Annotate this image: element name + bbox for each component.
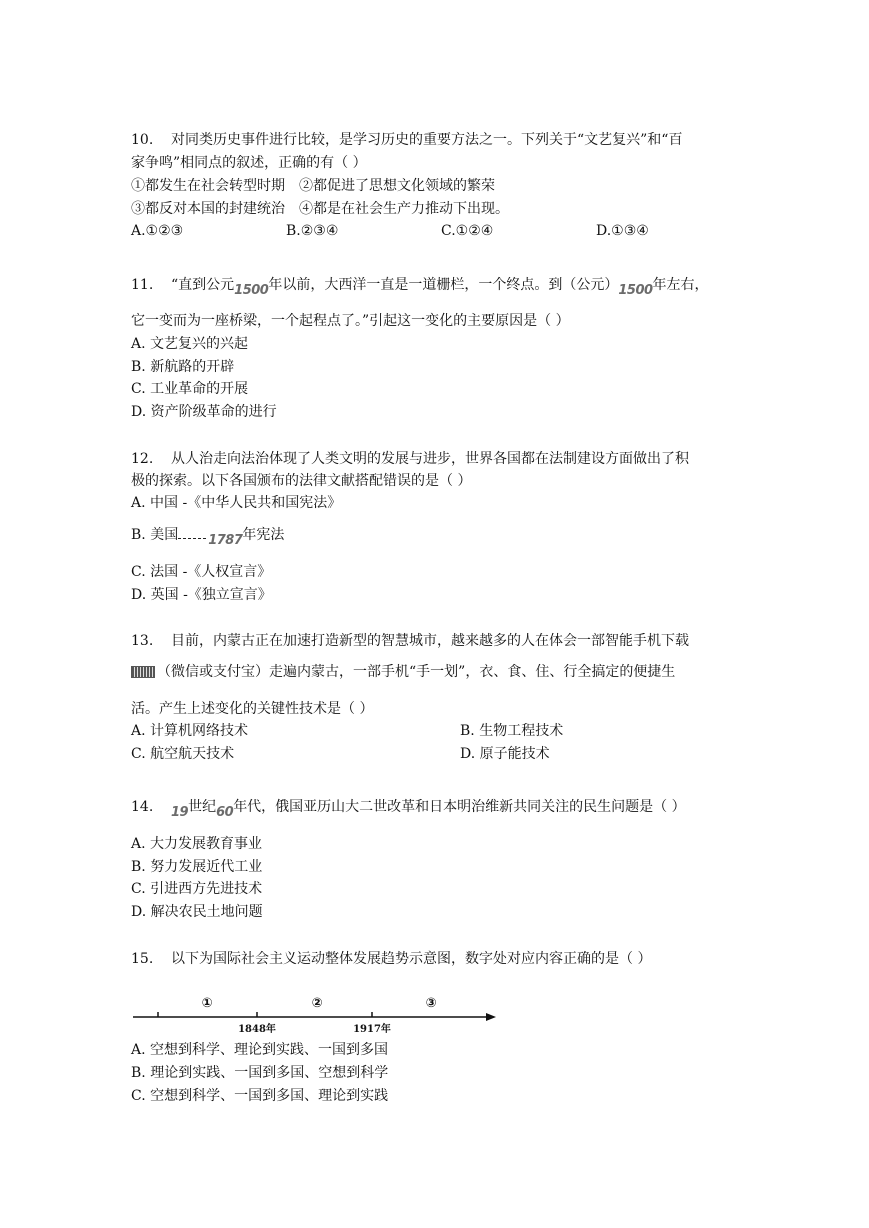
q13-option-b[interactable]: B. 生物工程技术 (460, 723, 564, 739)
q11-option-d[interactable]: D. 资产阶级革命的进行 (131, 404, 277, 420)
timeline-label-1917: 1917年 (353, 1024, 391, 1035)
q13-text-1: 目前，内蒙古正在加速打造新型的智慧城市，越来越多的人在体会一部智能手机下载 (171, 633, 689, 649)
q11-option-b[interactable]: B. 新航路的开辟 (131, 359, 235, 375)
q10-stem-line1 (131, 131, 682, 149)
q15-option-a[interactable]: A. 空想到科学、理论到实践、一国到多国 (131, 1042, 389, 1058)
q13-stem-line3: 活。产生上述变化的关键性技术是（ ） (131, 701, 374, 717)
q14-option-b[interactable]: B. 努力发展近代工业 (131, 859, 263, 875)
q15-stem (131, 950, 651, 968)
q14-text-rest: 年代，俄国亚历山大二世改革和日本明治维新共同关注的民生问题是（ ） (233, 799, 686, 815)
q10-number: 10. (131, 132, 154, 148)
q14-text-mid: 世纪 (188, 799, 217, 815)
timeline-arrowhead (486, 1013, 496, 1021)
q14-option-c[interactable]: C. 引进西方先进技术 (131, 881, 263, 897)
q15-option-c[interactable]: C. 空想到科学、一国到多国、理论到实践 (131, 1088, 389, 1104)
q12-stem-line1 (131, 450, 689, 468)
q12-option-b-suffix: 年宪法 (242, 527, 285, 543)
q11-option-a[interactable]: A. 文艺复兴的兴起 (131, 336, 249, 352)
q13-option-a[interactable]: A. 计算机网络技术 (131, 723, 249, 739)
q15-option-b[interactable]: B. 理论到实践、一国到多国、空想到科学 (131, 1065, 389, 1081)
timeline-stage-3: ③ (425, 996, 437, 1011)
q12-text-1: 从人治走向法治体现了人类文明的发展与进步，世界各国都在法制建设方面做出了积 (171, 451, 689, 467)
q15-text: 以下为国际社会主义运动整体发展趋势示意图，数字处对应内容正确的是（ ） (171, 951, 652, 967)
q11-year-image-2: 1500 (618, 283, 653, 298)
q11-stem-line2: 它一变而为一座桥梁，一个起程点了。”引起这一变化的主要原因是（ ） (131, 313, 570, 329)
q14-stem (131, 798, 686, 820)
q11-text-c: 年左右， (652, 277, 709, 293)
timeline-stage-2: ② (311, 996, 323, 1011)
q10-option-b[interactable]: B.②③④ (286, 223, 339, 239)
q13-stem-line1 (131, 632, 689, 650)
q13-stem-line2 (131, 663, 675, 681)
q12-blank-underline (178, 528, 206, 539)
q10-option-a[interactable]: A.①②③ (131, 223, 184, 239)
q11-text-b: 年以前，大西洋一直是一道栅栏，一个终点。到（公元） (268, 277, 619, 293)
q13-text-2: （微信或支付宝）走遍内蒙古，一部手机“手一划”，衣、食、住、行全搞定的便捷生 (157, 664, 676, 680)
q12-option-b[interactable] (131, 526, 285, 548)
q10-option-d[interactable]: D.①③④ (596, 223, 649, 239)
q10-stem-line2: 家争鸣”相同点的叙述，正确的有（ ） (131, 155, 367, 171)
app-icon-image (131, 666, 155, 678)
q14-century-image: 19 (171, 805, 189, 820)
q12-stem-line2: 极的探索。以下各国颁布的法律文献搭配错误的是（ ） (131, 473, 472, 489)
q10-text-1: 对同类历史事件进行比较，是学习历史的重要方法之一。下列关于“文艺复兴”和“百 (171, 132, 683, 148)
q10-option-c[interactable]: C.①②④ (441, 223, 494, 239)
q12-year-image: 1787 (208, 533, 243, 548)
q12-option-b-prefix: B. 美国 (131, 527, 179, 543)
q10-statement-1-2: ①都发生在社会转型时期 ②都促进了思想文化领域的繁荣 (131, 178, 495, 194)
q12-option-a[interactable]: A. 中国 -《中华人民共和国宪法》 (131, 495, 342, 511)
q15-number: 15. (131, 951, 154, 967)
timeline-label-1848: 1848年 (238, 1024, 276, 1035)
q11-number: 11. (131, 277, 154, 293)
q11-year-image-1: 1500 (234, 283, 269, 298)
timeline-diagram (131, 990, 501, 1038)
q14-decade-image: 60 (216, 805, 234, 820)
q11-stem-line1 (131, 276, 709, 298)
q13-option-c[interactable]: C. 航空航天技术 (131, 746, 235, 762)
q11-text-a: “直到公元 (171, 277, 235, 293)
q14-option-a[interactable]: A. 大力发展教育事业 (131, 836, 263, 852)
q12-option-d[interactable]: D. 英国 -《独立宣言》 (131, 587, 272, 603)
q14-option-d[interactable]: D. 解决农民土地问题 (131, 904, 263, 920)
q12-number: 12. (131, 451, 154, 467)
q12-option-c[interactable]: C. 法国 -《人权宣言》 (131, 564, 272, 580)
timeline-stage-1: ① (201, 996, 213, 1011)
q10-statement-3-4: ③都反对本国的封建统治 ④都是在社会生产力推动下出现。 (131, 201, 509, 217)
q14-number: 14. (131, 799, 154, 815)
q11-option-c[interactable]: C. 工业革命的开展 (131, 381, 249, 397)
q13-number: 13. (131, 633, 154, 649)
q13-option-d[interactable]: D. 原子能技术 (460, 746, 550, 762)
